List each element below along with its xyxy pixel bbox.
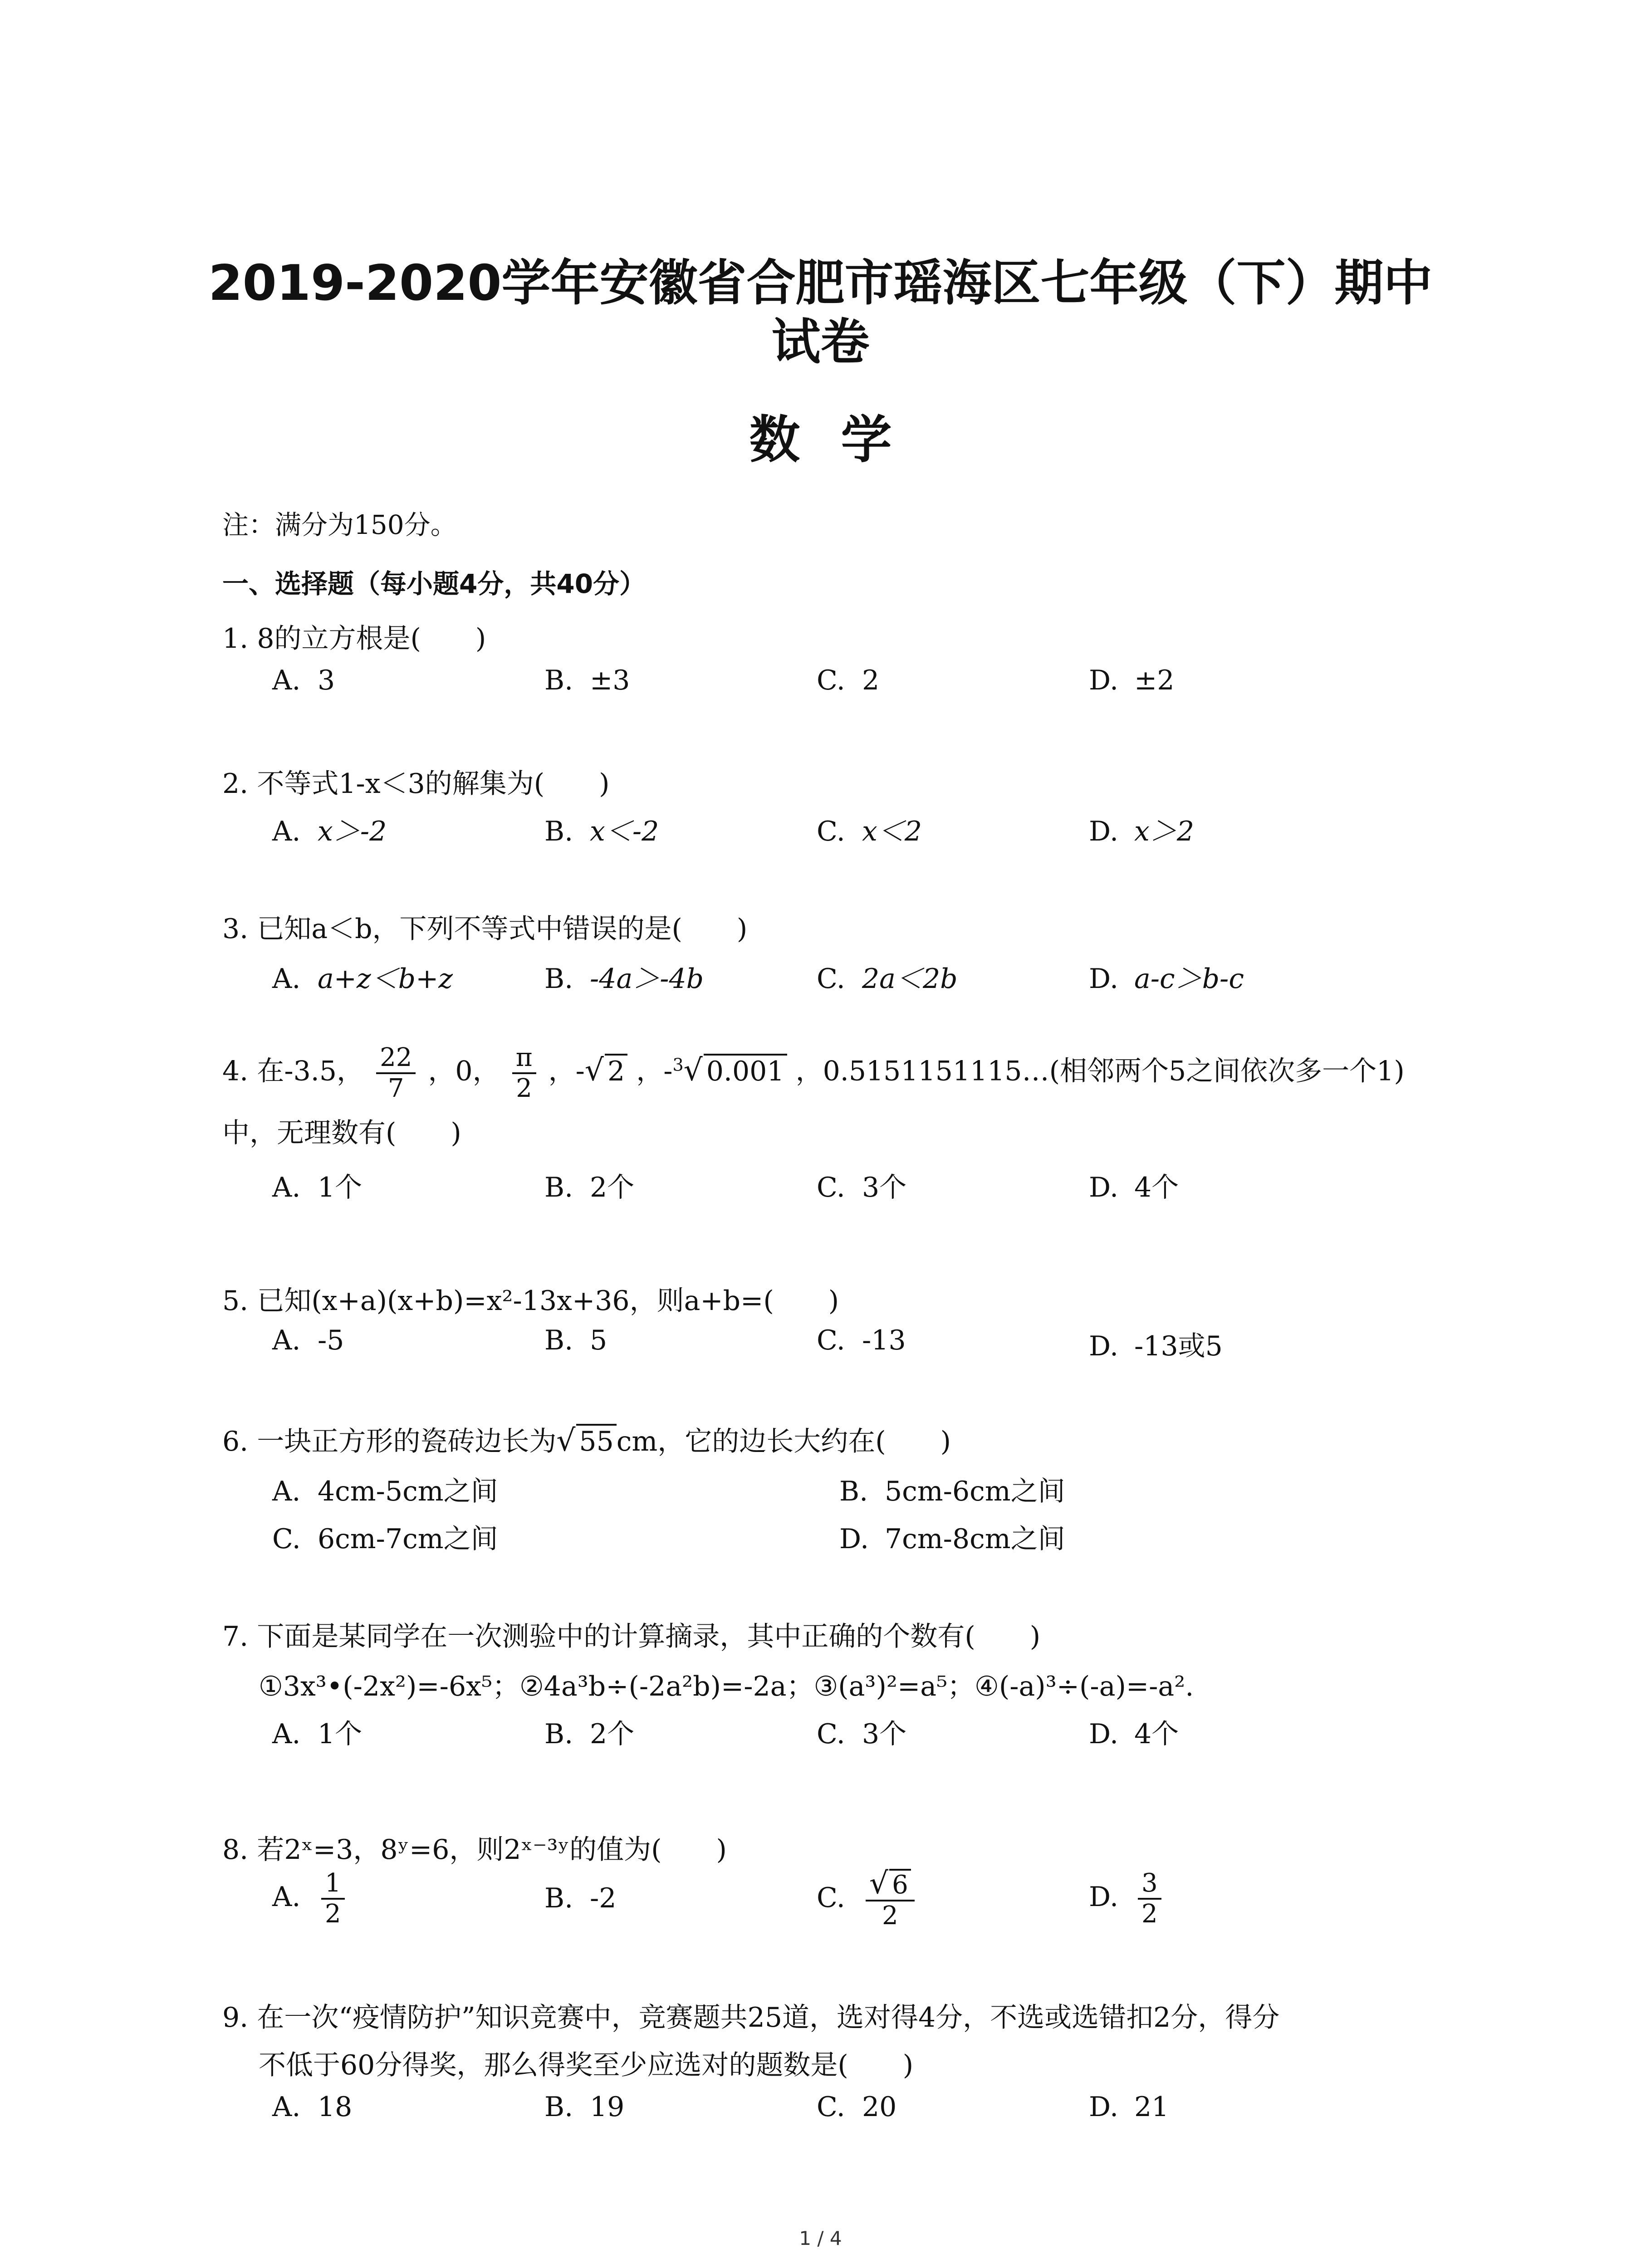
option-text: 21 xyxy=(1134,2091,1169,2123)
question-4-option-b xyxy=(544,1166,634,1205)
option-text: -13 xyxy=(862,1325,906,1356)
option-label: B. xyxy=(544,665,573,696)
option-label: D. xyxy=(1089,1718,1119,1750)
option-text: ±2 xyxy=(1134,665,1175,696)
option-text: 3个 xyxy=(862,1718,907,1750)
stem-text: ，- xyxy=(636,1055,673,1087)
question-8-option-c xyxy=(817,1866,918,1931)
subject-heading: 数学 xyxy=(749,411,933,469)
option-label: D. xyxy=(1089,2091,1119,2123)
option-label: C. xyxy=(817,1882,845,1914)
question-1-stem: 1. 8的立方根是( ) xyxy=(222,623,486,655)
question-1-option-c xyxy=(817,665,879,696)
question-2-option-c xyxy=(817,810,922,849)
question-2-option-d xyxy=(1089,810,1194,849)
fraction-3-over-2 xyxy=(1138,1869,1161,1929)
option-label: C. xyxy=(817,1718,845,1750)
option-text: 5 xyxy=(590,1325,607,1356)
question-7-option-a xyxy=(272,1712,362,1751)
option-label: D. xyxy=(1089,816,1119,847)
option-text: a+z＜b+z xyxy=(318,963,453,995)
radical-sign-icon: √ xyxy=(683,1052,703,1088)
question-8-option-d xyxy=(1089,1869,1165,1929)
option-label: A. xyxy=(272,963,301,995)
option-label: C. xyxy=(272,1523,301,1555)
option-text: 4个 xyxy=(1134,1718,1179,1750)
option-text: 2a＜2b xyxy=(862,963,958,995)
question-4-stem-line2: 中，无理数有( ) xyxy=(222,1117,461,1149)
question-7-option-b xyxy=(544,1712,634,1751)
option-text: 1个 xyxy=(318,1172,362,1203)
question-7-stem-line2: ①3x³•(-2x²)=-6x⁵；②4a³b÷(-2a²b)=-2a；③(a³)²=a⁵；④(-a)³÷(-a)=-a². xyxy=(259,1671,1194,1702)
question-2-option-a xyxy=(272,810,387,849)
stem-text: cm，它的边长大约在( ) xyxy=(616,1426,951,1457)
option-text: 19 xyxy=(590,2091,625,2123)
fraction-numerator: 1 xyxy=(321,1869,345,1900)
fraction-sqrt6-over-2 xyxy=(866,1866,915,1931)
question-7-stem: 7. 下面是某同学在一次测验中的计算摘录，其中正确的个数有( ) xyxy=(222,1621,1041,1652)
question-1-option-d xyxy=(1089,665,1174,696)
question-7-option-d xyxy=(1089,1712,1179,1751)
option-label: C. xyxy=(817,1172,845,1203)
question-3-option-b xyxy=(544,957,704,996)
fraction-numerator xyxy=(866,1866,915,1901)
question-5-option-b xyxy=(544,1325,607,1356)
option-text: 6cm-7cm之间 xyxy=(318,1523,498,1555)
fraction-denominator: 7 xyxy=(387,1074,404,1103)
question-4-option-c xyxy=(817,1166,906,1205)
question-2-stem: 2. 不等式1-x＜3的解集为( ) xyxy=(222,768,610,800)
question-2-option-b xyxy=(544,810,659,849)
option-label: B. xyxy=(544,1718,573,1750)
stem-text: 6. 一块正方形的瓷砖边长为 xyxy=(222,1426,557,1457)
option-text: 2 xyxy=(862,665,880,696)
option-text: x＞2 xyxy=(1134,816,1195,847)
option-text: 18 xyxy=(318,2091,353,2123)
option-label: A. xyxy=(272,1718,301,1750)
question-6-option-b xyxy=(839,1470,1065,1509)
question-3-stem: 3. 已知a＜b，下列不等式中错误的是( ) xyxy=(222,913,748,945)
option-text: x＜2 xyxy=(862,816,922,847)
option-label: A. xyxy=(272,1325,301,1356)
fraction-1-over-2 xyxy=(321,1869,345,1929)
fraction-denominator: 2 xyxy=(882,1901,898,1931)
question-6-option-d xyxy=(839,1517,1065,1556)
radicand: 6 xyxy=(889,1869,911,1900)
fraction-numerator: 3 xyxy=(1138,1869,1161,1900)
fraction-pi-over-2 xyxy=(512,1043,536,1103)
question-9-option-d xyxy=(1089,2091,1169,2123)
question-8-stem: 8. 若2ˣ=3，8ʸ=6，则2ˣ⁻³ʸ的值为( ) xyxy=(222,1834,727,1866)
question-9-option-a xyxy=(272,2091,352,2123)
question-4-option-d xyxy=(1089,1166,1179,1205)
fraction-numerator: 22 xyxy=(376,1043,416,1074)
option-label: D. xyxy=(1089,1881,1119,1913)
question-5-stem: 5. 已知(x+a)(x+b)=x²-13x+36，则a+b=( ) xyxy=(222,1285,839,1317)
option-label: B. xyxy=(544,963,573,995)
option-text: -13或5 xyxy=(1134,1330,1223,1362)
fraction-numerator: π xyxy=(512,1043,536,1074)
option-label: A. xyxy=(272,2091,301,2123)
option-label: C. xyxy=(817,665,845,696)
option-text: 4cm-5cm之间 xyxy=(318,1476,498,1507)
question-7-option-c xyxy=(817,1712,906,1751)
question-8-option-b xyxy=(544,1882,616,1914)
option-text: a-c＞b-c xyxy=(1134,963,1244,995)
question-3-option-a xyxy=(272,957,453,996)
question-9-option-b xyxy=(544,2091,624,2123)
option-text: 3个 xyxy=(862,1172,907,1203)
option-label: B. xyxy=(544,2091,573,2123)
question-4-option-a xyxy=(272,1166,362,1205)
question-1-option-b xyxy=(544,665,630,696)
option-label: D. xyxy=(1089,1172,1119,1203)
option-text: 3 xyxy=(318,665,335,696)
option-label: B. xyxy=(544,1882,573,1914)
question-6-option-c xyxy=(272,1517,498,1556)
radicand: 0.001 xyxy=(704,1054,787,1087)
question-9-option-c xyxy=(817,2091,896,2123)
stem-text: 4. 在-3.5， xyxy=(222,1055,364,1087)
question-5-option-d xyxy=(1089,1325,1223,1364)
radical-sign-icon: √ xyxy=(556,1423,576,1458)
option-text: 4个 xyxy=(1134,1172,1179,1203)
stem-text: ，- xyxy=(548,1055,585,1087)
fraction-denominator: 2 xyxy=(516,1074,532,1103)
option-label: A. xyxy=(272,816,301,847)
option-label: B. xyxy=(839,1476,868,1507)
question-8-option-a xyxy=(272,1869,348,1929)
option-label: A. xyxy=(272,1881,301,1913)
option-label: D. xyxy=(1089,1330,1119,1362)
exam-title-line1: 2019-2020学年安徽省合肥市瑶海区七年级（下）期中 xyxy=(208,255,1433,312)
option-label: B. xyxy=(544,1172,573,1203)
option-text: 5cm-6cm之间 xyxy=(885,1476,1065,1507)
question-3-option-d xyxy=(1089,957,1244,996)
question-5-option-a xyxy=(272,1325,344,1356)
option-label: D. xyxy=(1089,963,1119,995)
option-text: 1个 xyxy=(318,1718,362,1750)
question-6-option-a xyxy=(272,1470,498,1509)
section-heading-choice: 一、选择题（每小题4分，共40分） xyxy=(222,568,646,599)
option-text: -5 xyxy=(318,1325,344,1356)
radicand: 55 xyxy=(576,1424,616,1457)
option-text: x＞-2 xyxy=(318,816,387,847)
option-text: 2个 xyxy=(590,1172,635,1203)
option-label: C. xyxy=(817,2091,845,2123)
question-1-option-a xyxy=(272,665,335,696)
fraction-denominator: 2 xyxy=(1141,1899,1158,1929)
question-5-option-c xyxy=(817,1325,906,1356)
question-3-option-c xyxy=(817,957,958,996)
option-label: B. xyxy=(544,1325,573,1356)
radicand: 2 xyxy=(605,1054,627,1087)
question-9-stem-line2: 不低于60分得奖，那么得奖至少应选对的题数是( ) xyxy=(259,2049,914,2081)
option-text: -4a＞-4b xyxy=(590,963,704,995)
option-label: B. xyxy=(544,816,573,847)
option-text: 7cm-8cm之间 xyxy=(885,1523,1065,1555)
stem-text: ，0， xyxy=(428,1055,500,1087)
option-label: A. xyxy=(272,665,301,696)
score-note: 注：满分为150分。 xyxy=(222,509,457,540)
stem-text: ，0.5151151115…(相邻两个5之间依次多一个1) xyxy=(795,1055,1405,1087)
question-6-stem xyxy=(222,1420,951,1459)
radical-sign-icon: √ xyxy=(869,1866,889,1901)
question-4-stem xyxy=(222,1043,1405,1103)
option-label: A. xyxy=(272,1476,301,1507)
option-text: -2 xyxy=(590,1882,617,1914)
option-text: ±3 xyxy=(590,665,630,696)
exam-title-line2: 试卷 xyxy=(771,314,870,371)
option-label: A. xyxy=(272,1172,301,1203)
root-index: 3 xyxy=(672,1055,684,1075)
fraction-22-over-7 xyxy=(376,1043,416,1103)
fraction-denominator: 2 xyxy=(325,1899,341,1929)
option-label: D. xyxy=(839,1523,869,1555)
option-label: D. xyxy=(1089,665,1119,696)
option-label: C. xyxy=(817,816,845,847)
option-text: x＜-2 xyxy=(590,816,659,847)
option-label: C. xyxy=(817,963,845,995)
radical-sign-icon: √ xyxy=(584,1052,604,1088)
option-text: 20 xyxy=(862,2091,897,2123)
question-9-stem: 9. 在一次“疫情防护”知识竞赛中，竞赛题共25道，选对得4分，不选或选错扣2分，得分 xyxy=(222,2002,1280,2033)
option-label: C. xyxy=(817,1325,845,1356)
page-number: 1 / 4 xyxy=(799,2227,842,2249)
option-text: 2个 xyxy=(590,1718,635,1750)
